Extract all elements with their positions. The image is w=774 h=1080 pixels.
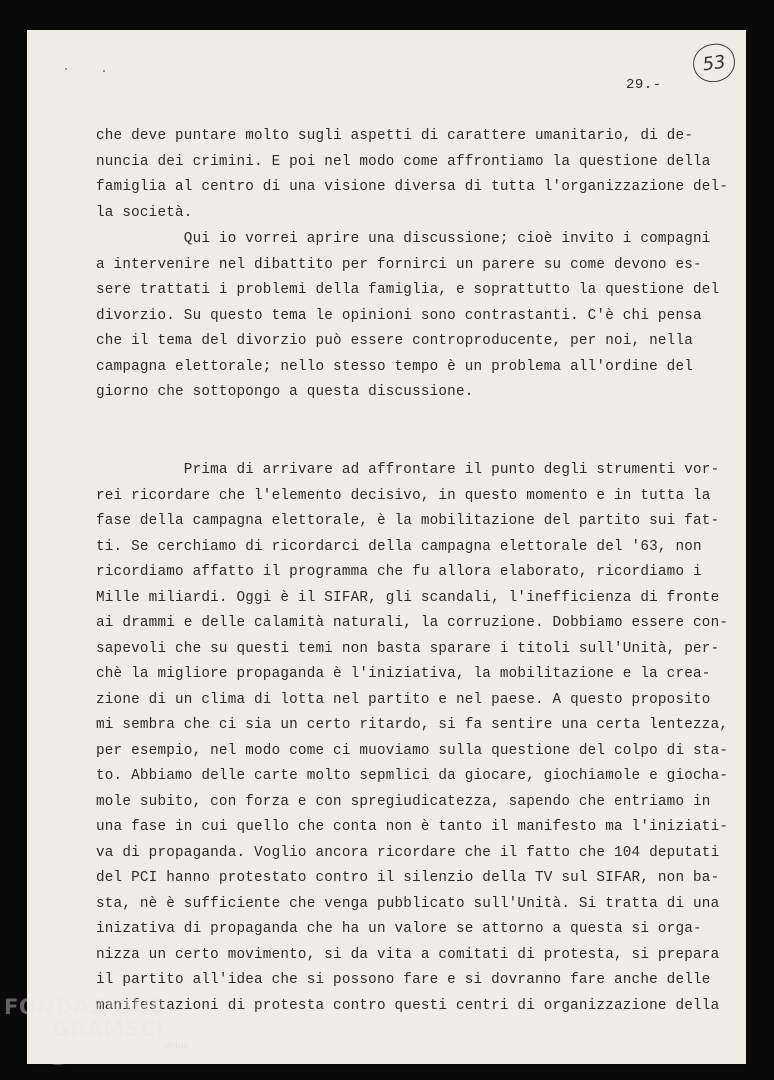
text-line: Prima di arrivare ad affrontare il punto degli strumenti vor-	[96, 462, 720, 478]
text-line: ricordiamo affatto il programma che fu allora elaborato, ricordiamo i	[96, 564, 702, 580]
text-line: divorzio. Su questo tema le opinioni sono contrastanti. C'è chi pensa	[96, 307, 702, 324]
watermark-small: onlus	[164, 1041, 189, 1051]
text-line: ti. Se cerchiamo di ricordarci della campagna elettorale del '63, non	[96, 538, 702, 555]
text-line: che deve puntare molto sugli aspetti di carattere umanitario, di de-	[96, 128, 694, 144]
text-line: manifestazioni di protesta contro questi centri di organizzazione della	[96, 997, 720, 1014]
text-line: ai drammi e delle calamità naturali, la corruzione. Dobbiamo essere con-	[96, 615, 729, 631]
text-line: chè la migliore propaganda è l'iniziativa, la mobilitazione e la crea-	[96, 666, 711, 682]
text-line: fase della campagna elettorale, è la mobilitazione del partito sui fat-	[96, 513, 720, 529]
text-line: nizza un certo movimento, si da vita a comitati di protesta, si prepara	[96, 946, 720, 963]
text-line: che il tema del divorzio può essere controproducente, per noi, nella	[96, 333, 694, 349]
text-line: per esempio, nel modo come ci muoviamo sulla questione del colpo di sta-	[96, 742, 729, 759]
text-line: to. Abbiamo delle carte molto sepmlici da giocare, giochiamole e giocha-	[96, 768, 729, 784]
page-number: 29.-	[626, 77, 662, 93]
text-line: il partito all'idea che si possono fare e si dovranno fare anche delle	[96, 972, 711, 988]
text-line: Qui io vorrei aprire una discussione; cioè invito i compagni	[96, 231, 711, 247]
text-line: giorno che sottopongo a questa discussione.	[96, 384, 474, 400]
text-line: una fase in cui quello che conta non è tanto il manifesto ma l'iniziati-	[96, 819, 729, 835]
text-line: a intervenire nel dibattito per fornirci un parere su come devono es-	[96, 256, 702, 273]
text-line: del PCI hanno protestato contro il silenzio della TV sul SIFAR, non ba-	[96, 870, 720, 886]
text-line: la società.	[96, 204, 193, 221]
text-line: campagna elettorale; nello stesso tempo è un problema all'ordine del	[96, 358, 694, 375]
watermark-line1: FONDAZIONE	[4, 995, 166, 1019]
text-line: inizativa di propaganda che ha un valore se attorno a questa si orga-	[96, 921, 702, 937]
text-line: va di propaganda. Voglio ancora ricordare che il fatto che 104 deputati	[96, 844, 720, 861]
text-line: rei ricordare che l'elemento decisivo, in questo momento e in tutta la	[96, 487, 711, 504]
text-line: mi sembra che ci sia un certo ritardo, si fa sentire una certa lentezza,	[96, 717, 729, 733]
paper-speck	[65, 68, 67, 70]
text-line: zione di un clima di lotta nel partito e nel paese. A questo proposito	[96, 691, 711, 708]
paper-speck	[103, 70, 105, 72]
text-line: sere trattati i problemi della famiglia, e soprattutto la questione del	[96, 282, 720, 298]
text-line: Mille miliardi. Oggi è il SIFAR, gli scandali, l'inefficienza di fronte	[96, 589, 720, 606]
document-page	[27, 30, 746, 1064]
text-line: sapevoli che su questi temi non basta sparare i titoli sull'Unità, per-	[96, 640, 720, 657]
text-line: mole subito, con forza e con spregiudicatezza, sapendo che entriamo in	[96, 793, 711, 810]
text-line: nuncia dei crimini. E poi nel modo come affrontiamo la questione della	[96, 153, 711, 170]
text-line: famiglia al centro di una visione diversa di tutta l'organizzazione del-	[96, 179, 729, 195]
text-line: sta, nè è sufficiente che venga pubblicato sull'Unità. Si tratta di una	[96, 895, 720, 912]
archive-stamp: 53	[691, 41, 738, 84]
watermark-line2: GRAMSCI	[52, 1017, 165, 1041]
